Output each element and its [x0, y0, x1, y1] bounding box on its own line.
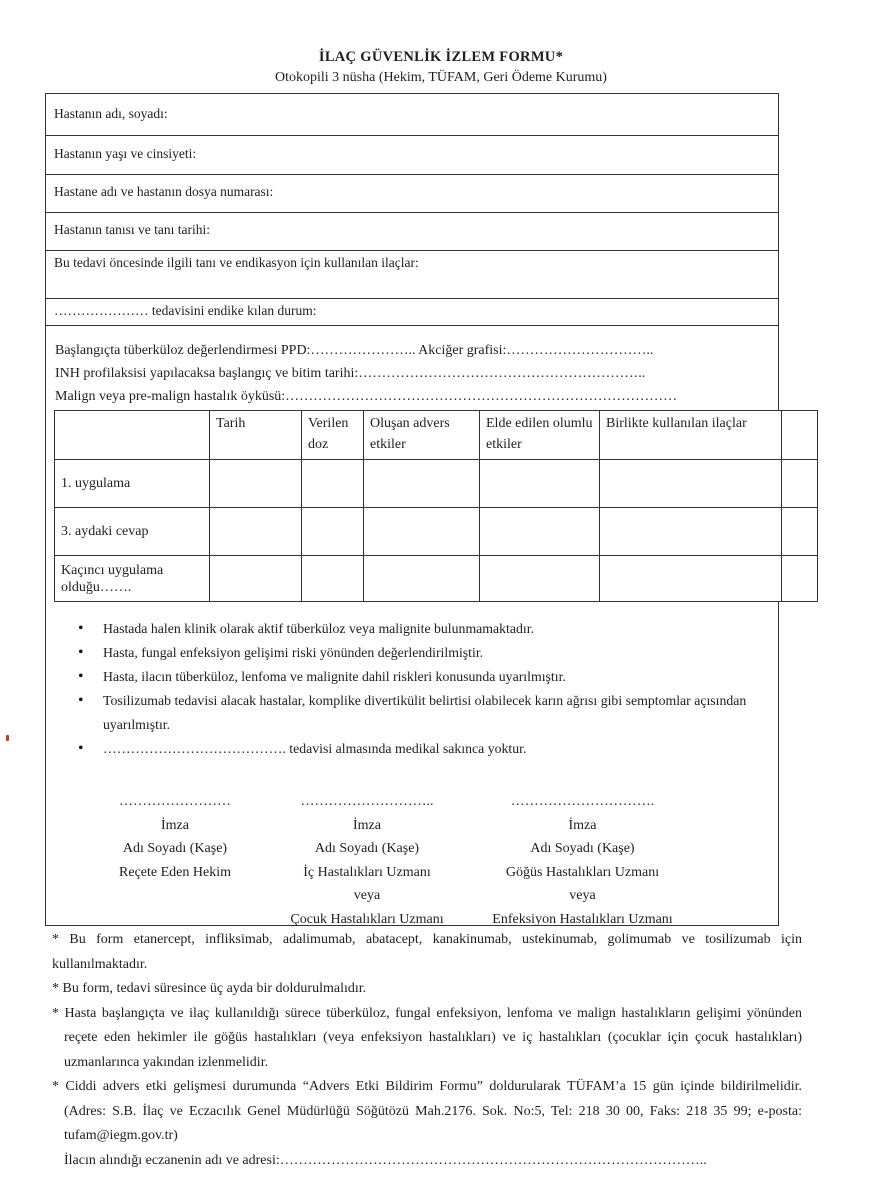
signatory-name-label: Adı Soyadı (Kaşe)	[530, 841, 635, 856]
signatory-role: İç Hastalıkları Uzmanı	[303, 864, 431, 880]
indication-field[interactable]: ………………… tedavisini endike kılan durum:	[54, 303, 317, 318]
table-header-cell	[782, 411, 818, 460]
divider	[45, 325, 779, 326]
divider	[45, 298, 779, 299]
table-cell[interactable]	[364, 508, 480, 556]
table-cell[interactable]	[364, 460, 480, 508]
footnote: * Bu form, tedavi süresince üç ayda bir doldurulmalıdır.	[52, 981, 367, 996]
signature-block-pulmonologist	[470, 790, 695, 931]
table-cell[interactable]	[480, 460, 600, 508]
list-item: • Hastada halen klinik olarak aktif tüberküloz veya malignite bulunmamaktadır.	[78, 617, 778, 641]
signatory-role: Göğüs Hastalıkları Uzmanı	[505, 864, 660, 880]
form-title: İLAÇ GÜVENLİK İZLEM FORMU*	[318, 49, 564, 65]
patient-name-field[interactable]: Hastanın adı, soyadı:	[54, 106, 168, 121]
divider	[45, 135, 779, 136]
table-cell[interactable]	[210, 556, 302, 602]
footnote: * Bu form etanercept, infliksimab, adalimumab, abatacept, kanakinumab, ustekinumab, golimumab ve tosilizumab için kullanılmaktadır.	[52, 932, 802, 972]
table-row	[55, 460, 818, 508]
row-label: 3. aydaki cevap	[55, 508, 210, 556]
table-cell[interactable]	[782, 556, 818, 602]
table-header-dose: Verilen doz	[302, 411, 364, 460]
table-header-concomitant-drugs: Birlikte kullanılan ilaçlar	[600, 411, 782, 460]
signatory-role: Reçete Eden Hekim	[119, 864, 231, 880]
pharmacy-field[interactable]: İlacın alındığı eczanenin adı ve adresi:………………………………………………………………………………..	[64, 1152, 707, 1168]
footnote: * Ciddi advers etki gelişmesi durumunda “Advers Etki Bildirim Formu” doldurularak TÜFAM’a 15 gün içinde bildirilmelidir. (Adres: S.B. İlaç ve Eczacılık Genel Müdürlüğü Söğütözü Mah.2176. Sok. No:5, Tel: 218 30 00, Faks: 218 35 99; e-posta: tufam@iegm.gov.tr)	[52, 1079, 802, 1143]
signatory-name-label: Adı Soyadı (Kaşe)	[314, 841, 420, 856]
patient-age-sex-field[interactable]: Hastanın yaşı ve cinsiyeti:	[54, 146, 197, 161]
table-header-adverse-effects: Oluşan advers etkiler	[364, 411, 480, 460]
table-row	[55, 556, 818, 602]
prior-drugs-field[interactable]: Bu tedavi öncesinde ilgili tanı ve endikasyon için kullanılan ilaçlar:	[54, 255, 419, 270]
footnotes	[52, 928, 802, 1173]
table-cell[interactable]	[210, 508, 302, 556]
scan-mark	[6, 735, 9, 741]
or-label: veya	[569, 888, 596, 903]
inh-prophylaxis-line[interactable]: INH profilaksisi yapılacaksa başlangıç ve bitim tarihi:……………………………………………………..	[55, 366, 646, 381]
signatory-alt-role: Enfeksiyon Hastalıkları Uzmanı	[492, 911, 673, 927]
divider	[45, 174, 779, 175]
list-item: • Hasta, fungal enfeksiyon gelişimi riski yönünden değerlendirilmiştir.	[78, 641, 778, 665]
malignancy-history-line[interactable]: Malign veya pre-malign hastalık öyküsü:…………………………………………………………………………	[55, 389, 678, 404]
signature-line[interactable]: ……………………	[119, 794, 231, 809]
signature-label: İmza	[353, 817, 381, 833]
signature-block-prescriber	[95, 790, 255, 884]
footnote: * Hasta başlangıçta ve ilaç kullanıldığı sürece tüberküloz, fungal enfeksiyon, lenfoma ve malign hastalıkların gelişimi yönünden reçete eden hekimler ile göğüs hastalıkları (veya enfeksiyon hastalıkları) ve iç hastalıkları (çocuklar için çocuk hastalıkları) uzmanlarınca yakından izlenmelidir.	[52, 1005, 802, 1070]
table-cell[interactable]	[210, 460, 302, 508]
signature-line[interactable]: ………………………….	[510, 794, 655, 809]
table-cell[interactable]	[782, 508, 818, 556]
or-label: veya	[353, 888, 381, 903]
table-cell[interactable]	[302, 508, 364, 556]
table-cell[interactable]	[302, 460, 364, 508]
list-item: • Tosilizumab tedavisi alacak hastalar, komplike divertikülit belirtisi olabilecek karın ağrısı gibi semptomlar açısından uyarılmıştır.	[78, 689, 778, 737]
administration-table	[54, 410, 818, 602]
list-item: • Hasta, ilacın tüberküloz, lenfoma ve malignite dahil riskleri konusunda uyarılmıştır.	[78, 665, 778, 689]
table-cell[interactable]	[600, 460, 782, 508]
table-cell[interactable]	[600, 556, 782, 602]
signatory-alt-role: Çocuk Hastalıkları Uzmanı	[290, 911, 444, 927]
row-label: 1. uygulama	[55, 460, 210, 508]
table-cell[interactable]	[302, 556, 364, 602]
form-subtitle: Otokopili 3 nüsha (Hekim, TÜFAM, Geri Ödeme Kurumu)	[275, 70, 607, 85]
table-cell[interactable]	[480, 508, 600, 556]
table-cell[interactable]	[480, 556, 600, 602]
table-cell[interactable]	[600, 508, 782, 556]
signature-label: İmza	[568, 817, 597, 833]
table-header-cell	[55, 411, 210, 460]
tb-evaluation-line[interactable]: Başlangıçta tüberküloz değerlendirmesi PPD:………………….. Akciğer grafisi:…………………………..	[55, 343, 654, 358]
table-cell[interactable]	[782, 460, 818, 508]
signature-line[interactable]: ………………………..	[300, 794, 434, 809]
list-item: • …………………………………. tedavisi almasında medikal sakınca yoktur.	[78, 737, 778, 761]
divider	[45, 212, 779, 213]
row-label: Kaçıncı uygulama olduğu…….	[55, 556, 210, 602]
signatory-name-label: Adı Soyadı (Kaşe)	[122, 841, 228, 856]
table-header-positive-effects: Elde edilen olumlu etkiler	[480, 411, 600, 460]
divider	[45, 250, 779, 251]
diagnosis-field[interactable]: Hastanın tanısı ve tanı tarihi:	[54, 222, 210, 237]
hospital-file-field[interactable]: Hastane adı ve hastanın dosya numarası:	[54, 184, 274, 199]
signature-block-internist	[262, 790, 472, 931]
table-header-date: Tarih	[210, 411, 302, 460]
declaration-list	[78, 617, 778, 761]
table-row	[55, 508, 818, 556]
signature-label: İmza	[161, 817, 189, 833]
table-cell[interactable]	[364, 556, 480, 602]
table-header-row	[55, 411, 818, 460]
